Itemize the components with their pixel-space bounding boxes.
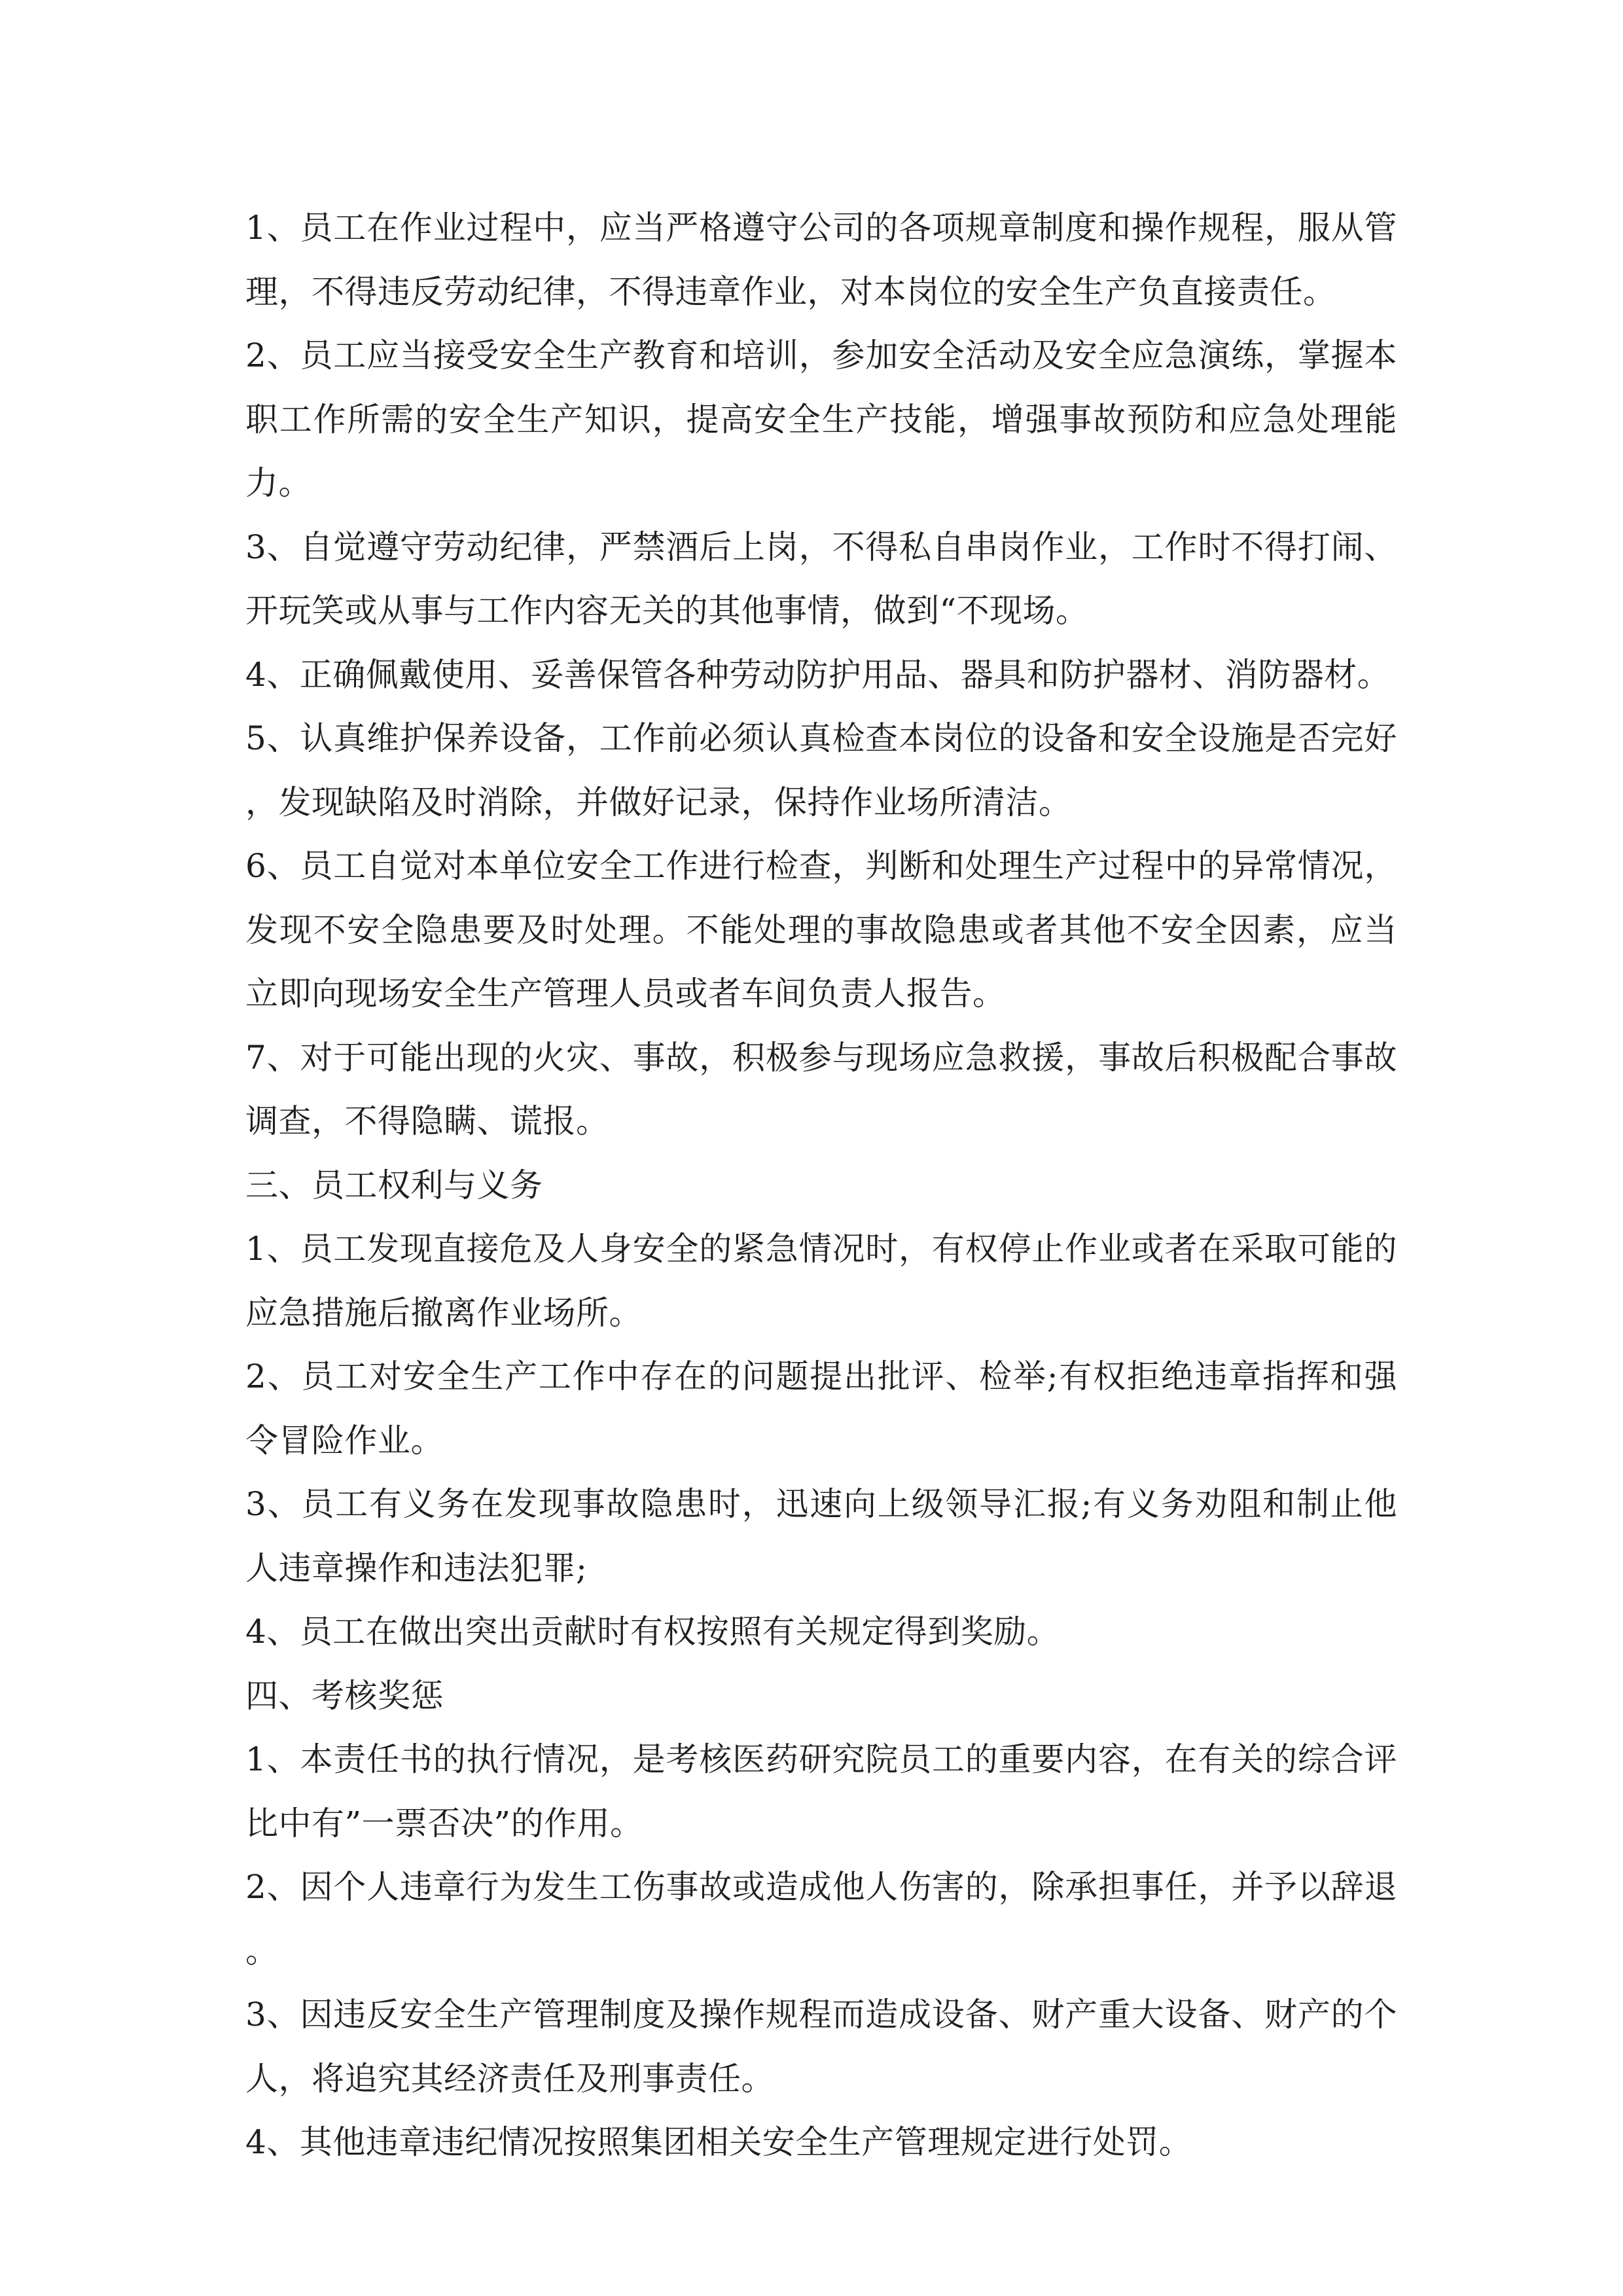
duty-item-3: 3、自觉遵守劳动纪律，严禁酒后上岗，不得私自串岗作业，工作时不得打闹、开玩笑或从事与工作内容无关的其他事情，做到“不现场。 <box>245 528 1397 630</box>
assessment-item-4: 4、其他违章违纪情况按照集团相关安全生产管理规定进行处罚。 <box>245 2123 1192 2161</box>
section-heading-assessment: 四、考核奖惩 <box>245 1676 444 1715</box>
rights-item-4: 4、员工在做出突出贡献时有权按照有关规定得到奖励。 <box>245 1613 1060 1651</box>
rights-item-2: 2、员工对安全生产工作中存在的问题提出批评、检举;有权拒绝违章指挥和强令冒险作业。 <box>245 1357 1397 1460</box>
duty-item-1: 1、员工在作业过程中，应当严格遵守公司的各项规章制度和操作规程，服从管理，不得违反劳动纪律，不得违章作业，对本岗位的安全生产负直接责任。 <box>245 209 1397 311</box>
assessment-item-2: 2、因个人违章行为发生工伤事故或造成他人伤害的，除承担事任，并予以辞退。 <box>245 1868 1397 1970</box>
document-body <box>245 196 1397 2175</box>
duty-item-7: 7、对于可能出现的火灾、事故，积极参与现场应急救援，事故后积极配合事故调查，不得隐瞒、谎报。 <box>245 1038 1397 1140</box>
duty-item-4: 4、正确佩戴使用、妥善保管各种劳动防护用品、器具和防护器材、消防器材。 <box>245 655 1391 694</box>
duty-item-2: 2、员工应当接受安全生产教育和培训，参加安全活动及安全应急演练，掌握本职工作所需的安全生产知识，提高安全生产技能，增强事故预防和应急处理能力。 <box>245 336 1397 502</box>
rights-item-3: 3、员工有义务在发现事故隐患时，迅速向上级领导汇报;有义务劝阻和制止他人违章操作和违法犯罪; <box>245 1485 1397 1587</box>
rights-item-1: 1、员工发现直接危及人身安全的紧急情况时，有权停止作业或者在采取可能的应急措施后撤离作业场所。 <box>245 1230 1397 1332</box>
section-heading-rights: 三、员工权利与义务 <box>245 1166 543 1204</box>
assessment-item-1: 1、本责任书的执行情况，是考核医药研究院员工的重要内容，在有关的综合评比中有”一票否决”的作用。 <box>245 1740 1397 1842</box>
duty-item-5: 5、认真维护保养设备，工作前必须认真检查本岗位的设备和安全设施是否完好，发现缺陷及时消除，并做好记录，保持作业场所清洁。 <box>245 719 1397 821</box>
duty-item-6: 6、员工自觉对本单位安全工作进行检查，判断和处理生产过程中的异常情况，发现不安全隐患要及时处理。不能处理的事故隐患或者其他不安全因素，应当立即向现场安全生产管理人员或者车间负责人报告。 <box>245 847 1397 1013</box>
assessment-item-3: 3、因违反安全生产管理制度及操作规程而造成设备、财产重大设备、财产的个人，将追究其经济责任及刑事责任。 <box>245 1996 1397 2098</box>
